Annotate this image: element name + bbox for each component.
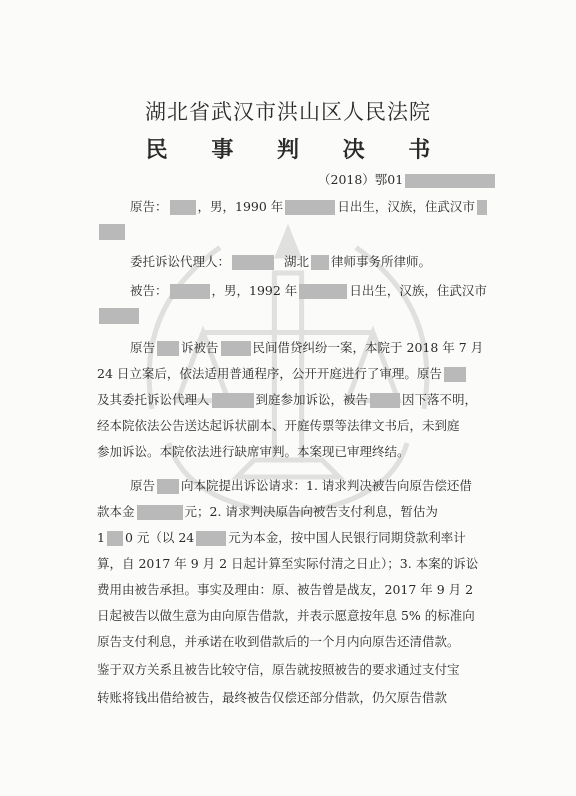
text-run: 元为本金，按中国人民银行同期贷款利率计 [228, 530, 466, 545]
agent-line [130, 252, 487, 270]
paragraph-line [97, 364, 487, 382]
paragraph-line [97, 442, 487, 460]
agent-text: 律师事务所律师。 [331, 254, 432, 269]
plaintiff-line [130, 197, 487, 215]
redaction-block [157, 479, 179, 494]
text-run: 1 [97, 530, 105, 545]
defendant-label: 被告： [130, 283, 168, 298]
paragraph-line [130, 338, 487, 356]
text-run: 参加诉讼。本院依法进行缺席审判。本案现已审理终结。 [97, 444, 410, 459]
defendant-line [130, 281, 487, 299]
redaction-block [157, 341, 179, 356]
document-title: 民 事 判 决 书 [145, 137, 449, 163]
court-name: 湖北省武汉市洪山区人民法院 [145, 100, 431, 124]
text-run: 0 元（以 24 [124, 530, 195, 545]
text-run: 原告支付利息，并承诺在收到借款后的一个月内向原告还清借款。 [97, 634, 460, 649]
text-run: 原告 [130, 340, 156, 355]
text-run: 日起被告以做生意为由向原告借款，并表示愿意按年息 5% 的标准向 [97, 608, 475, 623]
paragraph-line [97, 580, 487, 598]
agent-text: 湖北 [284, 254, 310, 269]
redaction-block [477, 200, 487, 215]
paragraph-line [97, 606, 487, 624]
text-run: 费用由被告承担。事实及理由：原、被告曾是战友，2017 年 9 月 2 [97, 582, 474, 597]
redaction-block [99, 224, 125, 240]
redaction-block [212, 393, 254, 408]
text-run: 转账将钱出借给被告，最终被告仅偿还部分借款，仍欠原告借款 [97, 690, 448, 705]
text-run: 算，自 2017 年 9 月 2 日起计算至实际付清之日止）；3. 本案的诉讼 [97, 556, 479, 571]
redaction-block [299, 284, 347, 299]
text-run: 及其委托诉讼代理人 [97, 392, 210, 407]
redaction-block [232, 255, 274, 270]
redaction-block [170, 284, 210, 299]
defendant-text: ，男，1992 年 [211, 283, 298, 298]
redaction-block [311, 255, 329, 270]
paragraph-line [97, 688, 487, 706]
text-run: 鉴于双方关系且被告比较守信，原告就按照被告的要求通过支付宝 [97, 662, 460, 677]
defendant-text: 日出生，汉族，住武汉市 [349, 283, 487, 298]
plaintiff-text: 日出生，汉族，住武汉市 [337, 199, 475, 214]
case-number [318, 170, 497, 188]
plaintiff-address-line [97, 223, 487, 241]
case-number-text: （2018）鄂01 [318, 172, 404, 187]
redaction-block [405, 174, 495, 188]
redaction-block [99, 308, 139, 324]
redaction-block [221, 341, 251, 356]
paragraph-line [97, 390, 487, 408]
text-run: 24 日立案后，依法适用普通程序，公开开庭进行了审理。原告 [97, 366, 442, 381]
text-run: 原告 [130, 478, 156, 493]
text-run: 诉被告 [181, 340, 219, 355]
plaintiff-label: 原告： [130, 199, 168, 214]
redaction-block [170, 200, 196, 215]
paragraph-line [97, 660, 487, 678]
redaction-block [285, 200, 335, 215]
paragraph-line [97, 502, 487, 520]
paragraph-line [97, 528, 487, 546]
paragraph-line [97, 554, 487, 572]
redaction-block [107, 531, 123, 546]
agent-label: 委托诉讼代理人： [130, 254, 231, 269]
text-run: 款本金 [97, 504, 135, 519]
defendant-address-line [97, 307, 487, 325]
text-run: 经本院依法公告送达起诉状副本、开庭传票等法律文书后，未到庭 [97, 418, 460, 433]
text-run: 到庭参加诉讼，被告 [255, 392, 369, 407]
text-run: 向本院提出诉讼请求：1. 请求判决被告向原告偿还借 [181, 478, 472, 493]
redaction-block [196, 531, 226, 546]
redaction-block [370, 393, 400, 408]
text-run: 民间借贷纠纷一案，本院于 2018 年 7 月 [252, 340, 484, 355]
paragraph-line [97, 416, 487, 434]
paragraph-line [130, 476, 487, 494]
paragraph-line [97, 632, 487, 650]
redaction-block [137, 505, 183, 520]
plaintiff-text: ，男，1990 年 [197, 199, 284, 214]
text-run: 因下落不明， [402, 392, 478, 407]
redaction-block [444, 367, 466, 382]
text-run: 元；2. 请求判决原告向被告支付利息，暂估为 [184, 504, 438, 519]
